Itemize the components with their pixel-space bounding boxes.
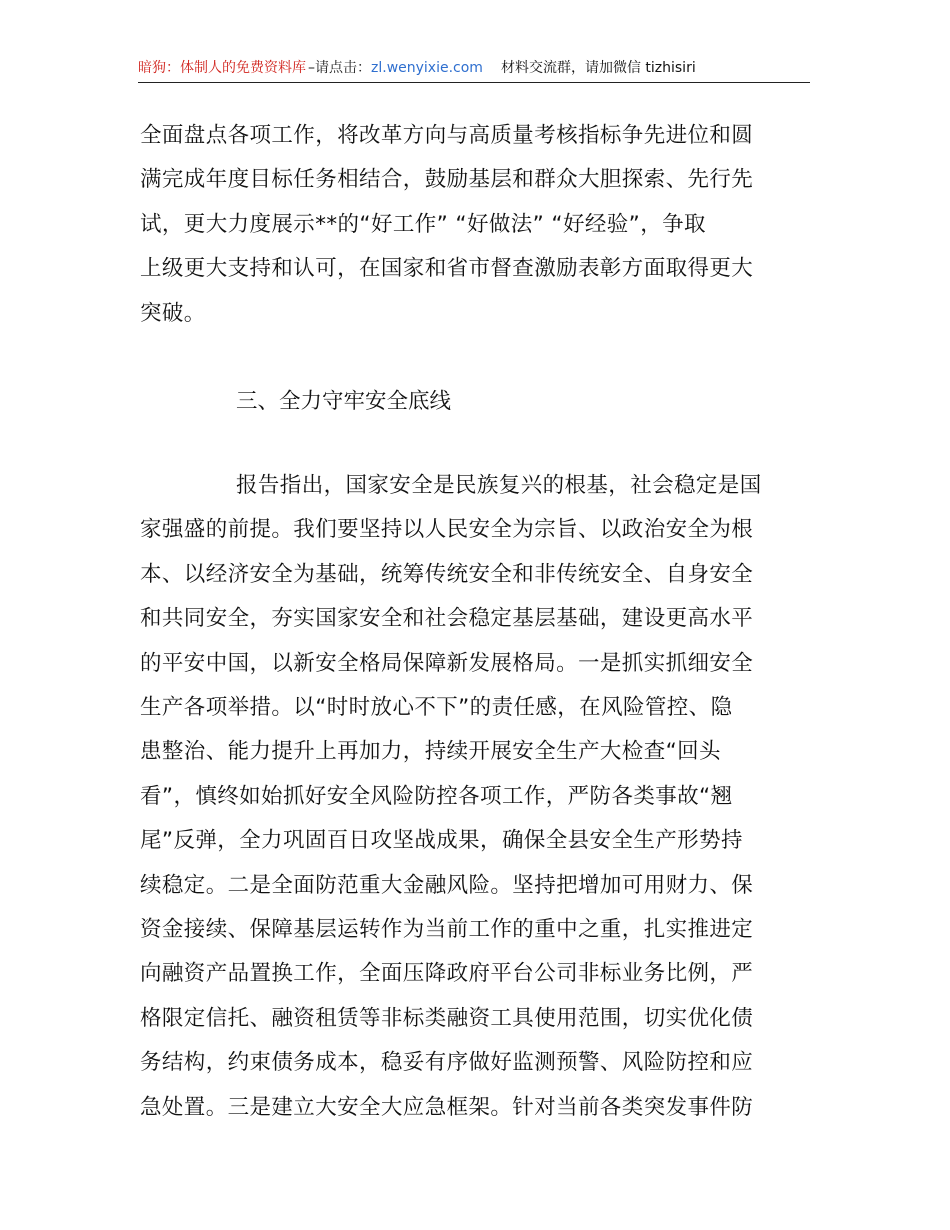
section-heading: 三、全力守牢安全底线 (236, 389, 452, 414)
header-contact: 材料交流群，请加微信 tizhisiri (500, 60, 696, 76)
text-line: 务结构，约束债务成本，稳妥有序做好监测预警、风险防控和应 (140, 1050, 754, 1076)
text-line: 续稳定。二是全面防范重大金融风险。坚持把增加可用财力、保 (140, 872, 754, 898)
text-line: 全面盘点各项工作，将改革方向与高质量考核指标争先进位和圆 (140, 123, 754, 148)
page-header (138, 58, 810, 83)
text-line: 的平安中国，以新安全格局保障新发展格局。一是抓实抓细安全 (140, 650, 754, 676)
text-line: 突破。 (140, 300, 206, 326)
header-url-link[interactable]: zl.wenyixie.com (371, 60, 483, 76)
text-line: 试，更大力度展示**的“好工作” “好做法” “好经验”，争取 (140, 211, 706, 237)
text-line: 家强盛的前提。我们要坚持以人民安全为宗旨、以政治安全为根 (140, 517, 754, 543)
text-line: 本、以经济安全为基础，统筹传统安全和非传统安全、自身安全 (140, 561, 754, 587)
paragraph-2 (140, 464, 800, 1130)
text-line: 向融资产品置换工作，全面压降政府平台公司非标业务比例，严 (140, 961, 754, 987)
text-line: 患整治、能力提升上再加力，持续开展安全生产大检查“回头 (140, 739, 721, 765)
text-line: 报告指出，国家安全是民族复兴的根基，社会稳定是国 (236, 473, 762, 498)
paragraph-1 (140, 114, 800, 336)
text-line: 资金接续、保障基层运转作为当前工作的重中之重，扎实推进定 (140, 917, 754, 943)
text-line: 看”，慎终如始抓好安全风险防控各项工作，严防各类事故“翘 (140, 783, 733, 809)
text-line: 格限定信托、融资租赁等非标类融资工具使用范围，切实优化债 (140, 1005, 754, 1031)
text-line: 和共同安全，夯实国家安全和社会稳定基层基础，建设更高水平 (140, 606, 754, 632)
text-line: 尾”反弹，全力巩固百日攻坚战成果，确保全县安全生产形势持 (140, 828, 743, 854)
text-line: 上级更大支持和认可，在国家和省市督查激励表彰方面取得更大 (140, 256, 754, 282)
text-line: 急处置。三是建立大安全大应急框架。针对当前各类突发事件防 (140, 1094, 754, 1120)
header-prompt: –请点击： (308, 60, 371, 76)
header-brand: 暗狗：体制人的免费资料库 (138, 60, 306, 76)
text-line: 满完成年度目标任务相结合，鼓励基层和群众大胆探索、先行先 (140, 167, 754, 193)
text-line: 生产各项举措。以“时时放心不下”的责任感，在风险管控、隐 (140, 695, 733, 721)
